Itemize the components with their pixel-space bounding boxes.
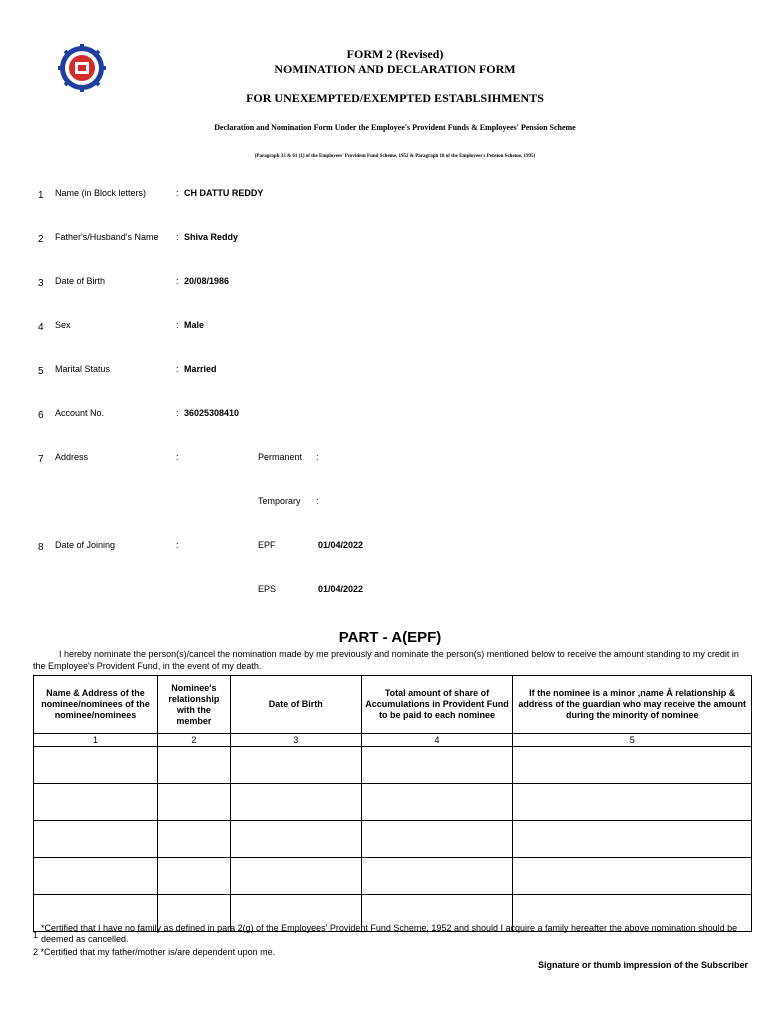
table-row — [34, 784, 752, 821]
table-cell — [513, 747, 752, 784]
part-a-heading: PART - A(EPF) — [338, 629, 442, 646]
table-row — [34, 821, 752, 858]
field-number: 3 — [38, 278, 44, 289]
field-number: 6 — [38, 410, 44, 421]
table-cell — [361, 858, 513, 895]
field-value: Shiva Reddy — [184, 232, 239, 242]
table-cell — [157, 858, 230, 895]
table-cell — [513, 821, 752, 858]
table-row — [34, 747, 752, 784]
field-label: Marital Status — [55, 364, 111, 374]
field-colon: : — [176, 408, 179, 418]
form-number: FORM 2 (Revised) — [346, 47, 444, 61]
footnote-number: 2 — [33, 947, 39, 957]
table-cell — [230, 747, 361, 784]
signature-label: Signature or thumb impression of the Subscriber — [537, 960, 748, 970]
field-number: 4 — [38, 322, 44, 333]
table-cell — [230, 784, 361, 821]
table-cell — [361, 821, 513, 858]
field-value: CH DATTU REDDY — [184, 188, 264, 198]
table-cell — [361, 747, 513, 784]
table-cell — [513, 858, 752, 895]
field-colon: : — [176, 276, 179, 286]
field-value: 20/08/1986 — [184, 276, 230, 286]
field-number: 5 — [38, 366, 44, 377]
epf-label: EPF — [258, 540, 276, 550]
temporary-address-label: Temporary — [258, 496, 301, 506]
footnote-text: *Certified that my father/mother is/are dependent upon me. — [40, 947, 276, 957]
field-number: 1 — [38, 190, 44, 201]
column-number: 4 — [361, 734, 513, 747]
field-label: Address — [55, 452, 89, 462]
column-number: 5 — [513, 734, 752, 747]
paragraph-reference: (Paragraph 33 & 61 (1) of the Employees' Provident Fund Scheme, 1952 & Paragraph 18 of the Employees's Pension Scheme, 1995) — [254, 154, 536, 159]
temporary-address-colon: : — [316, 496, 319, 506]
field-colon: : — [176, 452, 179, 462]
footnote-number: 1 — [33, 930, 39, 940]
scheme-subtitle: Declaration and Nomination Form Under the Employee's Provident Funds & Employees' Pension Scheme — [214, 123, 576, 132]
column-header: Nominee's relationship with the member — [157, 676, 230, 734]
table-cell — [34, 821, 158, 858]
table-cell — [230, 858, 361, 895]
field-label: Sex — [55, 320, 71, 330]
field-colon: : — [176, 364, 179, 374]
eps-label: EPS — [258, 584, 277, 594]
table-cell — [157, 821, 230, 858]
table-cell — [157, 747, 230, 784]
nominee-table — [33, 675, 752, 932]
field-value: Married — [184, 364, 217, 374]
field-label: Date of Birth — [55, 276, 106, 286]
table-cell — [157, 784, 230, 821]
column-number: 1 — [34, 734, 158, 747]
field-value: 36025308410 — [184, 408, 240, 418]
field-colon: : — [176, 188, 179, 198]
field-label: Name (in Block letters) — [55, 188, 147, 198]
part-a-intro: I hereby nominate the person(s)/cancel the nomination made by me previously and nominate the person(s) mentioned below to receive the amount standing to my credit in the Employee's Provident Fund, in the event of my death. — [33, 649, 739, 671]
column-header: Date of Birth — [230, 676, 361, 734]
permanent-address-colon: : — [316, 452, 319, 462]
footnote-no-family: *Certified that I have no family as defined in para 2(g) of the Employees' Provident Fund Scheme, 1952 and should I acquire a family hereafter the above nomination should be deemed as cancelled. — [41, 923, 738, 944]
field-label: Date of Joining — [55, 540, 116, 550]
epf-joining-date: 01/04/2022 — [318, 540, 364, 550]
eps-joining-date: 01/04/2022 — [318, 584, 364, 594]
table-cell — [34, 858, 158, 895]
permanent-address-label: Permanent — [258, 452, 303, 462]
establishment-heading: FOR UNEXEMPTED/EXEMPTED ESTABLSIHMENTS — [246, 91, 544, 105]
field-label: Account No. — [55, 408, 105, 418]
table-cell — [361, 784, 513, 821]
table-header-row — [34, 676, 752, 734]
table-row — [34, 858, 752, 895]
column-header: Name & Address of the nominee/nominees of the nominee/nominees — [34, 676, 158, 734]
table-cell — [34, 747, 158, 784]
table-cell — [230, 821, 361, 858]
column-header: If the nominee is a minor ,name Á relationship & address of the guardian who may receive the amount during the minority of nominee — [513, 676, 752, 734]
field-value: Male — [184, 320, 205, 330]
field-colon: : — [176, 540, 179, 550]
field-number: 2 — [38, 234, 44, 245]
field-number: 8 — [38, 542, 44, 553]
table-cell — [513, 784, 752, 821]
table-cell — [34, 784, 158, 821]
column-header: Total amount of share of Accumulations in Provident Fund to be paid to each nominee — [361, 676, 513, 734]
field-colon: : — [176, 232, 179, 242]
column-number: 3 — [230, 734, 361, 747]
field-label: Father's/Husband's Name — [55, 232, 159, 242]
field-number: 7 — [38, 454, 44, 465]
footnote-dependent — [33, 947, 275, 957]
form-title: NOMINATION AND DECLARATION FORM — [274, 62, 516, 76]
column-number-row — [34, 734, 752, 747]
field-colon: : — [176, 320, 179, 330]
column-number: 2 — [157, 734, 230, 747]
